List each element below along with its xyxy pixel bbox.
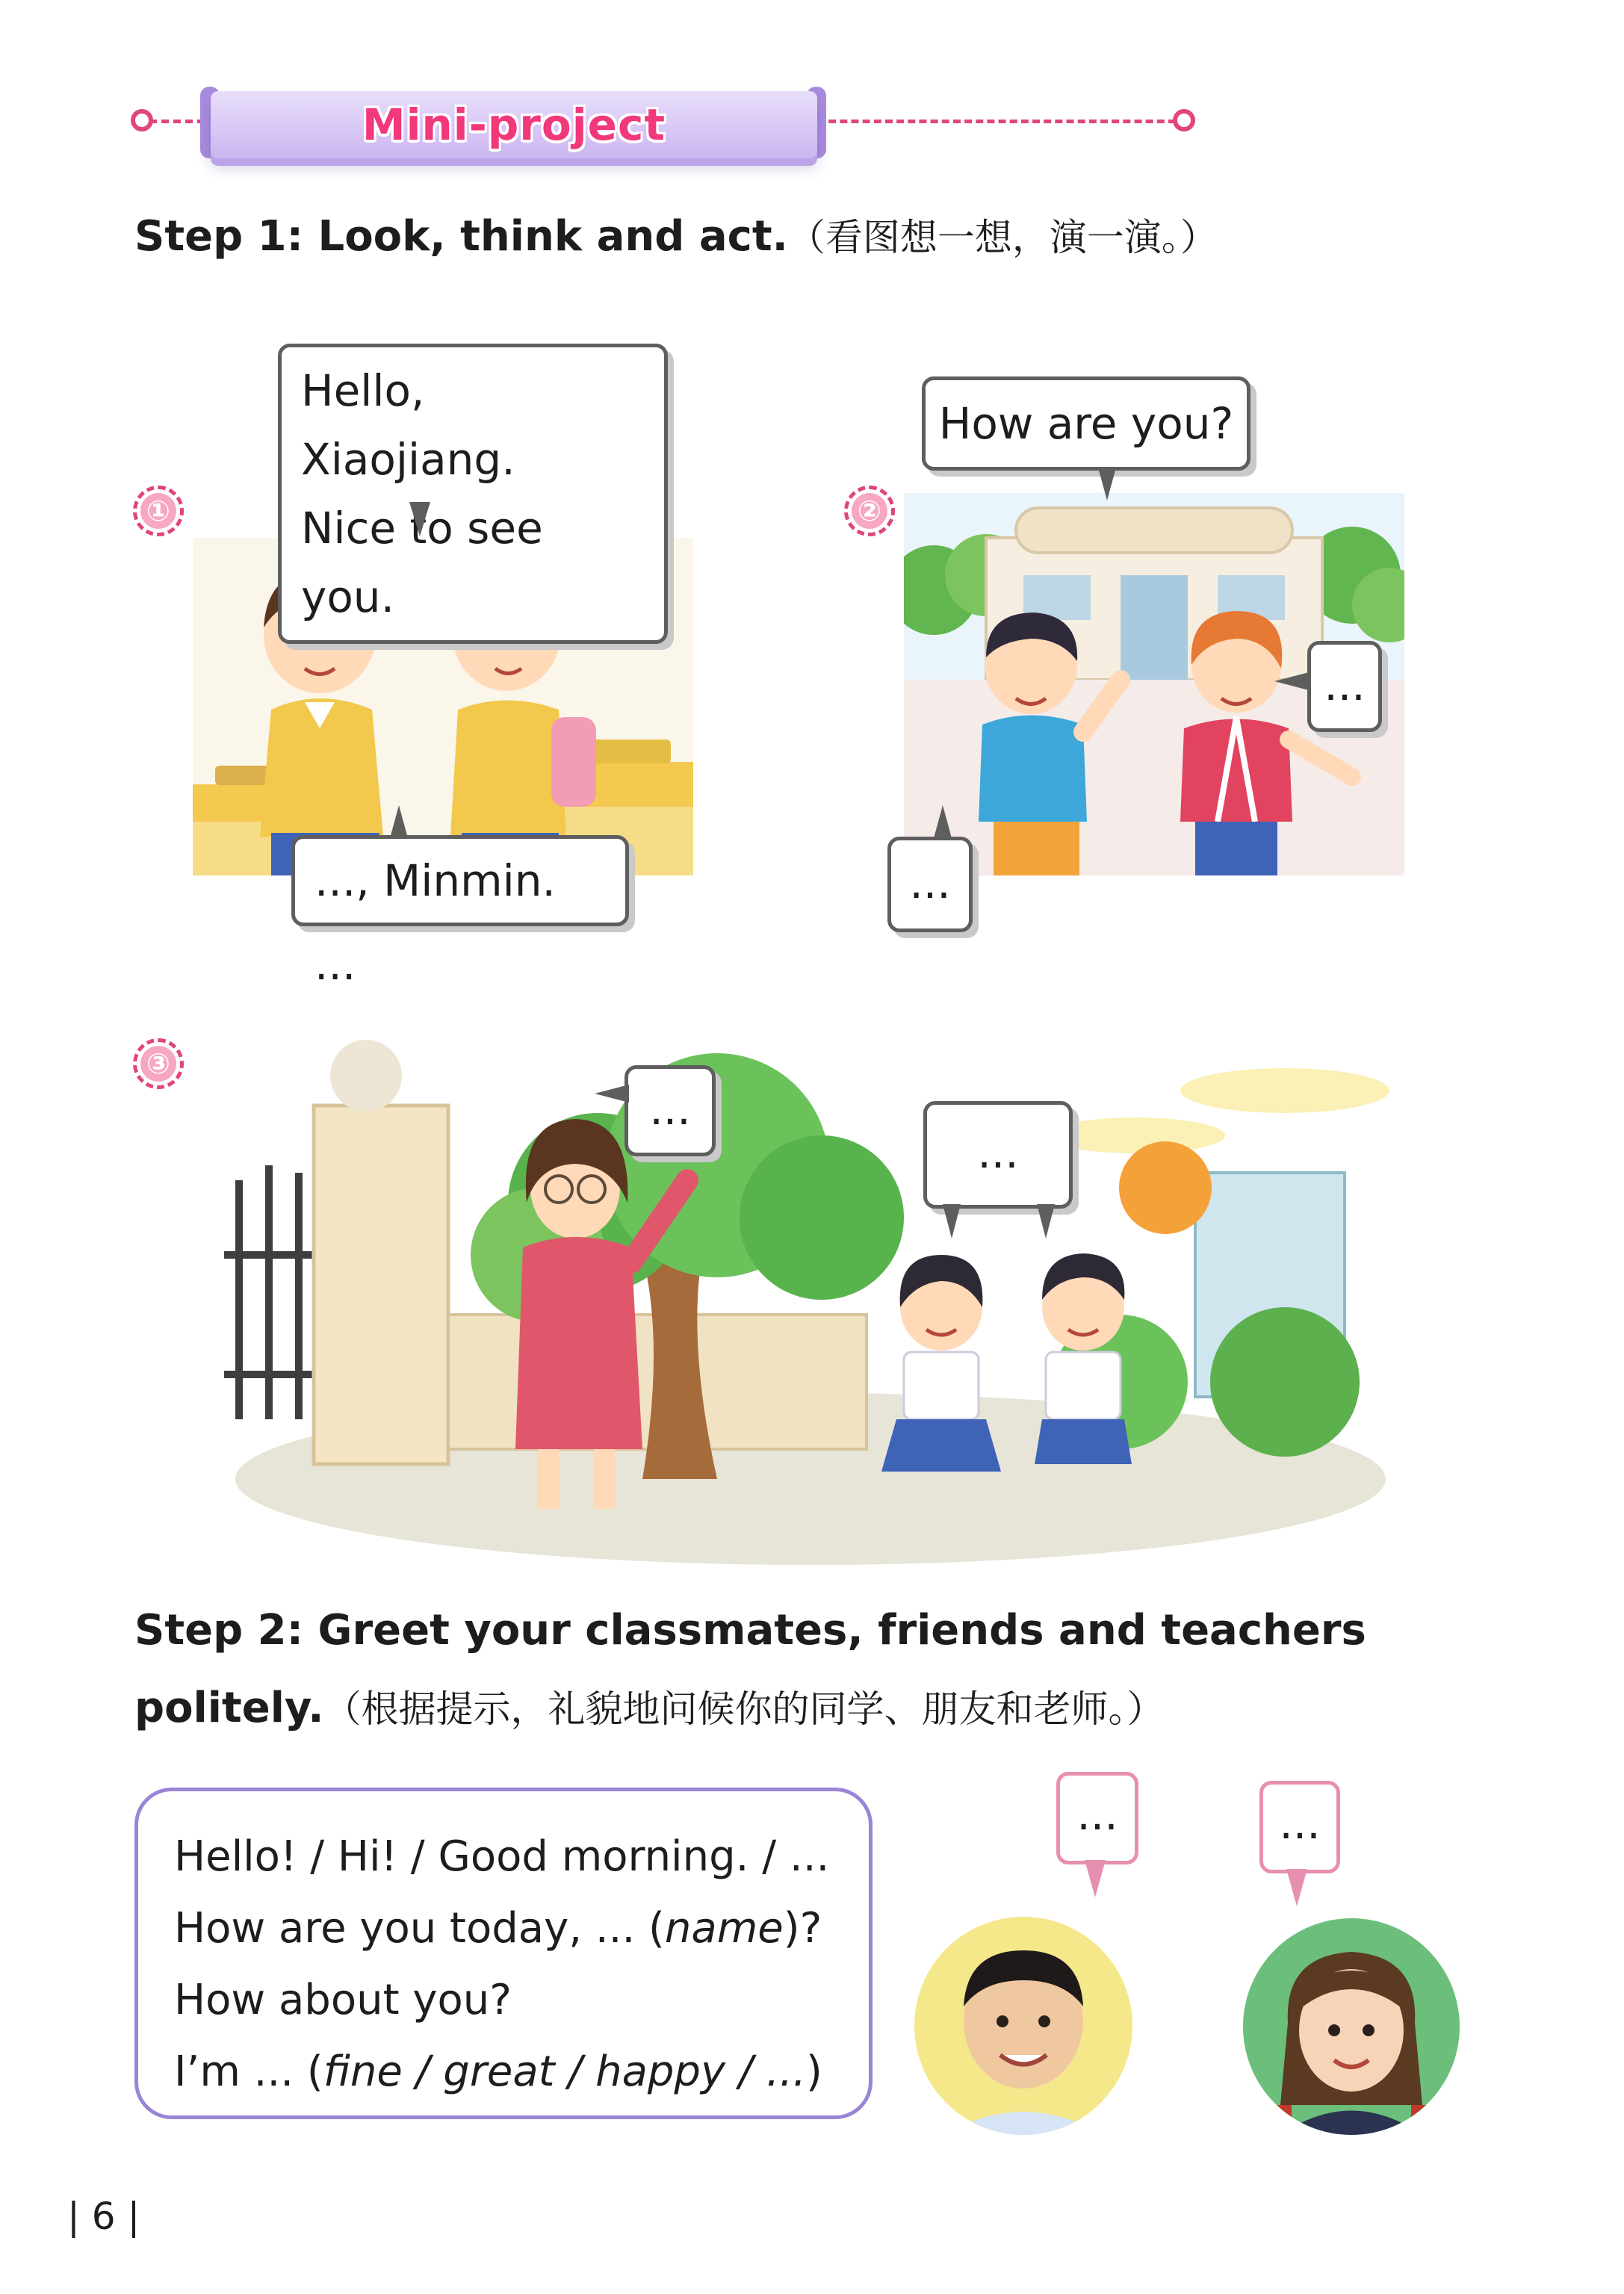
step1-heading xyxy=(134,208,1218,261)
scene1-bubble-top xyxy=(278,344,668,644)
scene2-bubble-right: ... xyxy=(1307,641,1382,732)
phrase-box xyxy=(134,1788,873,2119)
scene2-bubble-top-tail xyxy=(1098,468,1116,500)
banner-title: Mini-project xyxy=(362,99,666,150)
phrase-feelings: fine / great / happy / ... xyxy=(323,2047,806,2096)
step2-label-line2: politely. xyxy=(134,1684,324,1732)
page-number: | 6 | xyxy=(67,2195,140,2238)
scene2-bubble-left-tail xyxy=(934,805,952,838)
scene3-bubble-children-tail-left xyxy=(943,1204,961,1239)
scene2-bubble-top: How are you? xyxy=(922,376,1250,471)
scene2-number: ② xyxy=(844,486,895,536)
scene3-number: ③ xyxy=(133,1038,184,1089)
boy-photo-bubble: ... xyxy=(1056,1772,1138,1864)
step1-label: Step 1: Look, think and act. xyxy=(134,212,788,261)
banner-line-right xyxy=(817,120,1176,123)
step1-chinese: （看图想一想，演一演。） xyxy=(787,216,1218,259)
girl-photo xyxy=(1243,1918,1460,2135)
scene3-bubble-children-tail-right xyxy=(1037,1204,1055,1239)
girl-photo-bubble-tail xyxy=(1286,1869,1307,1906)
step2-chinese: （根据提示，礼貌地问候你的同学、朋友和老师。） xyxy=(323,1687,1165,1731)
scene3-bubble-children: ... xyxy=(923,1101,1073,1209)
phrase-how-are-you: How are you today, ... (name)? xyxy=(174,1904,822,1953)
phrase-greetings: Hello! / Hi! / Good morning. / ... xyxy=(174,1832,830,1881)
scene2-bubble-left: ... xyxy=(887,837,973,932)
step2-heading-line2 xyxy=(134,1679,1165,1733)
banner-dot-right xyxy=(1173,109,1195,131)
banner-dot-left xyxy=(131,109,153,131)
scene3-bubble-teacher-tail xyxy=(595,1085,629,1103)
scene1-number: ① xyxy=(133,486,184,536)
scene1-bubble-top-tail xyxy=(409,502,430,536)
phrase-im: I’m ... (fine / great / happy / ...) xyxy=(174,2047,822,2096)
scene1-bubble-top-line1: Hello, Xiaojiang. xyxy=(301,365,515,485)
phrase-name-placeholder: name xyxy=(664,1904,784,1953)
scene3-bubble-teacher: ... xyxy=(625,1065,716,1156)
phrase-how-about-you: How about you? xyxy=(174,1976,512,2024)
scene1-bubble-bottom: ..., Minmin. ... xyxy=(291,835,629,926)
scene2-bubble-right-tail xyxy=(1274,672,1309,690)
scene1-bubble-top-line2: Nice to see you. xyxy=(301,503,543,622)
boy-photo-bubble-tail xyxy=(1085,1860,1106,1897)
girl-photo-bubble: ... xyxy=(1259,1781,1340,1873)
scene3-illustration xyxy=(224,1031,1397,1569)
boy-photo xyxy=(914,1917,1132,2135)
scene1-bubble-bottom-tail xyxy=(390,805,408,838)
step2-heading-line1: Step 2: Greet your classmates, friends and teachers xyxy=(134,1606,1366,1655)
